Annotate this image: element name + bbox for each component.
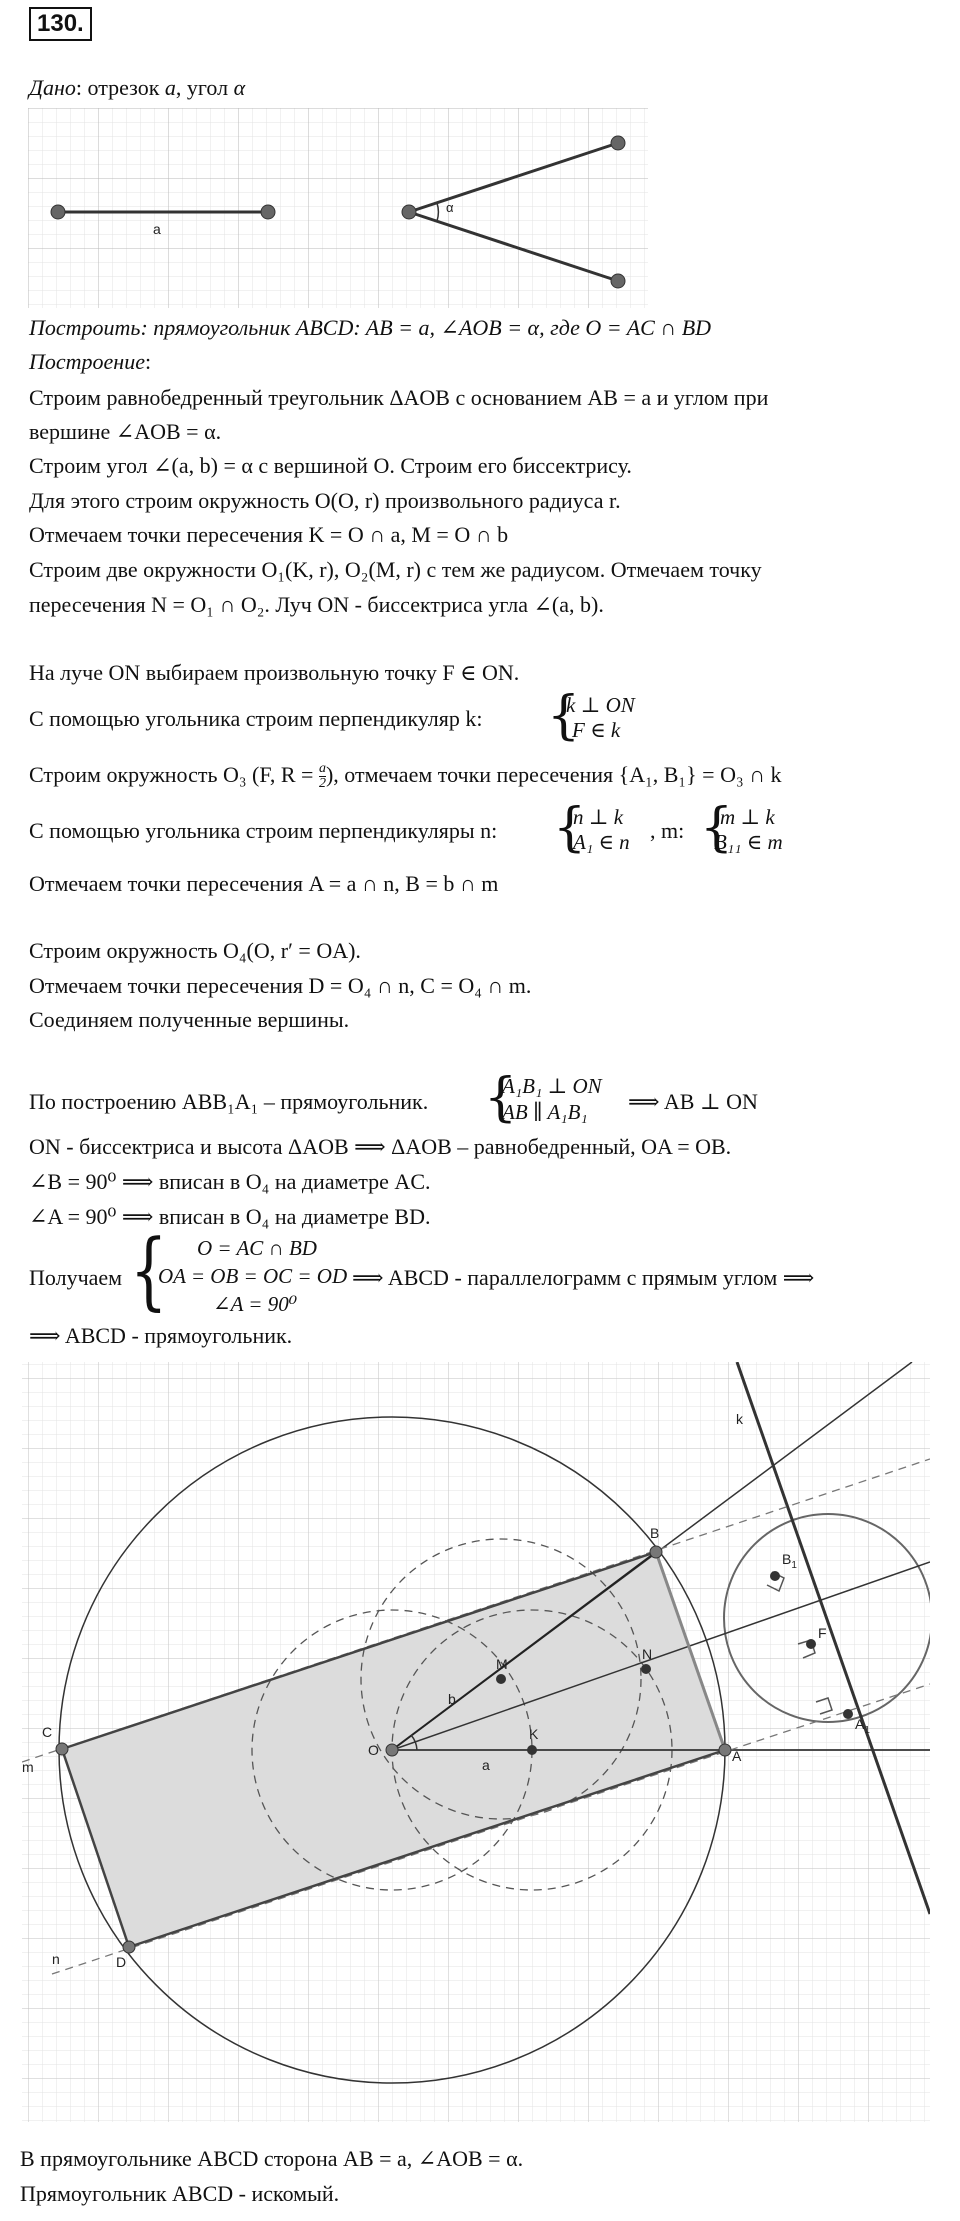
point-c	[56, 1743, 68, 1755]
fraction	[319, 762, 326, 791]
text-line: , m:	[650, 818, 685, 843]
brace: {	[547, 686, 581, 746]
system-line: O = AC ∩ BD	[197, 1236, 317, 1260]
label-b-ray: b	[448, 1691, 456, 1707]
construct-text: : прямоугольник ABCD: AB = a, ∠AOB = α, где O = AC ∩ BD	[140, 315, 712, 340]
point-m	[496, 1674, 506, 1684]
system-line: OA = OB = OC = OD	[158, 1264, 348, 1288]
construction-colon: :	[144, 349, 152, 374]
label-f: F	[818, 1625, 827, 1641]
text-line: ⟹ AB ⊥ ON	[628, 1089, 758, 1114]
label-a-ray: a	[482, 1757, 490, 1773]
text-line: Отмечаем точки пересечения A = a ∩ n, B = b ∩ m	[29, 871, 499, 896]
text-line: ⟹ ABCD - прямоугольник.	[29, 1323, 293, 1348]
given-mid: , угол	[175, 75, 234, 100]
label-a: A	[732, 1748, 742, 1764]
label-m-line: m	[22, 1759, 34, 1775]
point-d	[123, 1941, 135, 1953]
label-c: C	[42, 1724, 53, 1740]
text-line: С помощью угольника строим перпендикуляры n:	[29, 818, 498, 843]
given-seg: a	[164, 75, 176, 100]
text-line: ⟹ ABCD - параллелограмм с прямым углом ⟹	[352, 1265, 815, 1290]
point-a1	[843, 1709, 853, 1719]
text-line: Соединяем полученные вершины.	[29, 1007, 350, 1032]
angle-alpha-label: α	[446, 200, 454, 215]
system-line: n ⊥ k	[573, 805, 624, 829]
text-line: Строим окружность O₄(O, r′ = OA).	[29, 938, 361, 963]
text-line: Отмечаем точки пересечения D = O₄ ∩ n, C = O₄ ∩ m.	[29, 973, 532, 998]
given-label: Дано	[29, 75, 76, 100]
given-text: : отрезок	[75, 75, 165, 100]
given-line	[29, 74, 245, 102]
system-line: A₁B₁ ⊥ ON	[502, 1074, 602, 1098]
construction-figure	[22, 1362, 930, 2122]
text-line: Строим две окружности O₁(K, r), O₂(M, r) с тем же радиусом. Отмечаем точку	[29, 557, 762, 582]
text-line: ∠A = 90⁰ ⟹ вписан в O₄ на диаметре BD.	[29, 1204, 431, 1229]
text-part: ), отмечаем точки пересечения {A₁, B₁} = O₃ ∩ k	[325, 762, 782, 787]
construct-line	[29, 314, 711, 342]
text-line: Строим равнобедренный треугольник ΔAOB с основанием AB = a и углом при	[29, 385, 769, 410]
point-b	[650, 1546, 662, 1558]
label-b: B	[650, 1525, 660, 1541]
ray-end-point	[611, 136, 625, 150]
system-line: k ⊥ ON	[566, 693, 635, 717]
text-part: Строим окружность O₃ (F, R =	[29, 762, 319, 787]
label-m: M	[496, 1656, 508, 1672]
fraction-denominator: 2	[318, 776, 326, 792]
segment-end-point	[261, 205, 275, 219]
brace: {	[553, 798, 587, 858]
grid	[28, 108, 648, 308]
system-line: F ∈ k	[572, 718, 621, 742]
text-line	[29, 761, 782, 791]
brace: {	[484, 1068, 518, 1128]
given-angle: α	[233, 75, 246, 100]
text-line: Прямоугольник ABCD - искомый.	[20, 2181, 340, 2206]
text-line: ∠B = 90⁰ ⟹ вписан в O₄ на диаметре AC.	[29, 1169, 431, 1194]
segment-end-point	[51, 205, 65, 219]
text-line: пересечения N = O₁ ∩ O₂. Луч ON - биссектриса угла ∠(a, b).	[29, 592, 604, 617]
text-line: Получаем	[29, 1265, 123, 1290]
point-k	[527, 1745, 537, 1755]
point-o	[386, 1744, 398, 1756]
segment-a-label: a	[153, 221, 161, 237]
ray-end-point	[611, 274, 625, 288]
text-line: ON - биссектриса и высота ΔAOB ⟹ ΔAOB – равнобедренный, OA = OB.	[29, 1134, 732, 1159]
text-line: Отмечаем точки пересечения K = O ∩ a, M = O ∩ b	[29, 522, 509, 547]
text-line: По построению ABB₁A₁ – прямоугольник.	[29, 1089, 429, 1114]
label-o: O	[368, 1742, 379, 1758]
angle-vertex-point	[402, 205, 416, 219]
system-line: A₁ ∈ n	[573, 830, 630, 854]
brace: {	[130, 1221, 168, 1319]
point-b1	[770, 1571, 780, 1581]
system-line: B₁₁ ∈ m	[714, 830, 783, 854]
label-b1: $B_1$	[782, 1551, 797, 1571]
point-n	[641, 1664, 651, 1674]
system-line: AB ∥ A₁B₁	[502, 1100, 588, 1124]
system-line: ∠A = 90⁰	[213, 1292, 298, 1316]
point-f	[806, 1639, 816, 1649]
label-n: N	[642, 1646, 653, 1662]
text-line: Для этого строим окружность O(O, r) произвольного радиуса r.	[29, 488, 621, 513]
text-line: Строим угол ∠(a, b) = α с вершиной O. Строим его биссектрису.	[29, 453, 632, 478]
label-d: D	[116, 1954, 127, 1970]
label-n-line: n	[52, 1951, 60, 1967]
construction-line	[29, 348, 151, 376]
brace: {	[700, 798, 734, 858]
text-line: На луче ON выбираем произвольную точку F ∈ ON.	[29, 660, 520, 685]
construction-label: Построение	[29, 349, 145, 374]
label-k: k	[736, 1411, 743, 1427]
given-figure	[28, 108, 648, 308]
label-a1: $A_1$	[855, 1716, 870, 1736]
problem-number: 130.	[29, 7, 92, 41]
text-line: вершине ∠AOB = α.	[29, 419, 222, 444]
system-line: m ⊥ k	[720, 805, 775, 829]
fraction-numerator: a	[318, 761, 326, 777]
text-line: С помощью угольника строим перпендикуляр k:	[29, 706, 483, 731]
label-k-point: K	[529, 1726, 539, 1742]
construct-label: Построить	[29, 315, 141, 340]
point-a	[719, 1744, 731, 1756]
text-line: В прямоугольнике ABCD сторона AB = a, ∠AOB = α.	[20, 2146, 524, 2171]
